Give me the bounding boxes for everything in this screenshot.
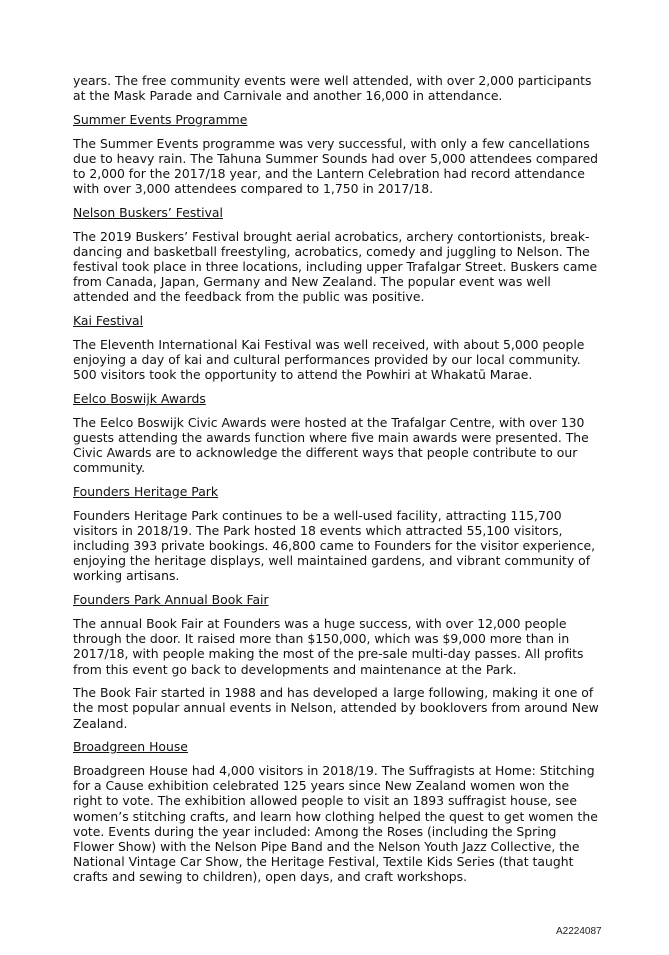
paragraph-boswijk-awards: The Eelco Boswijk Civic Awards were hosted at the Trafalgar Centre, with over 130 guests attending the awards function where five main awards were presented. The Civic Awards are to acknowledge the different ways that people contribute to our community. bbox=[73, 414, 589, 476]
paragraph-book-fair-1: The annual Book Fair at Founders was a huge success, with over 12,000 people through the door. It raised more than $150,000, which was $9,000 more than in 2017/18, with people making the most of the pre-sale multi-day passes. All profits from this event go back to developments and maintenance at the Park. bbox=[73, 615, 584, 677]
paragraph-book-fair-2: The Book Fair started in 1988 and has developed a large following, making it one of the most popular annual events in Nelson, attended by booklovers from around New Zealand. bbox=[73, 685, 599, 731]
paragraph-summer-events: The Summer Events programme was very successful, with only a few cancellations due to heavy rain. The Tahuna Summer Sounds had over 5,000 attendees compared to 2,000 for the 2017/18 year, and the Lantern Celebration had record attendance with over 3,000 attendees compared to 1,750 in 2017/18. bbox=[73, 135, 599, 197]
paragraph-broadgreen-house: Broadgreen House had 4,000 visitors in 2018/19. The Suffragists at Home: Stitching for a Cause exhibition celebrated 125 years since New Zealand women won the right to vote. The exhibition allowed people to visit an 1893 suffragist house, see women’s stitching crafts, and learn how clothing helped the quest to get women the vote. Events during the year included: Among the Roses (including the Spring Flower Show) with the Nelson Pipe Band and the Nelson Youth Jazz Collective, the National Vintage Car Show, the Heritage Festival, Textile Kids Series (that taught crafts and sewing to children), open days, and craft workshops. bbox=[73, 763, 598, 885]
heading-kai-festival: Kai Festival bbox=[73, 313, 144, 329]
heading-broadgreen-house: Broadgreen House bbox=[73, 739, 188, 755]
paragraph-founders-heritage-park: Founders Heritage Park continues to be a well-used facility, attracting 115,700 visitors in 2018/19. The Park hosted 18 events which attracted 55,100 visitors, including 393 private bookings. 46,800 came to Founders for the visitor experience, enjoying the heritage displays, well maintained gardens, and vibrant community of working artisans. bbox=[73, 507, 596, 584]
heading-summer-events: Summer Events Programme bbox=[73, 111, 248, 127]
paragraph-buskers-festival: The 2019 Buskers’ Festival brought aerial acrobatics, archery contortionists, break-dancing and basketball freestyling, acrobatics, comedy and juggling to Nelson. The festival took place in three locations, including upper Trafalgar Street. Buskers came from Canada, Japan, Germany and New Zealand. The popular event was well attended and the feedback from the public was positive. bbox=[73, 228, 598, 305]
paragraph-kai-festival: The Eleventh International Kai Festival was well received, with about 5,000 people enjoying a day of kai and cultural performances provided by our local community. 500 visitors took the opportunity to attend the Powhiri at Whakatū Marae. bbox=[73, 336, 585, 383]
document-id: A2224087 bbox=[556, 926, 602, 937]
heading-boswijk-awards: Eelco Boswijk Awards bbox=[73, 390, 206, 406]
heading-buskers-festival: Nelson Buskers’ Festival bbox=[73, 204, 223, 220]
heading-founders-heritage-park: Founders Heritage Park bbox=[73, 483, 219, 499]
heading-book-fair: Founders Park Annual Book Fair bbox=[73, 592, 269, 608]
body-column bbox=[73, 73, 601, 893]
intro-paragraph: years. The free community events were well attended, with over 2,000 participants at the Mask Parade and Carnivale and another 16,000 in attendance. bbox=[73, 73, 592, 104]
